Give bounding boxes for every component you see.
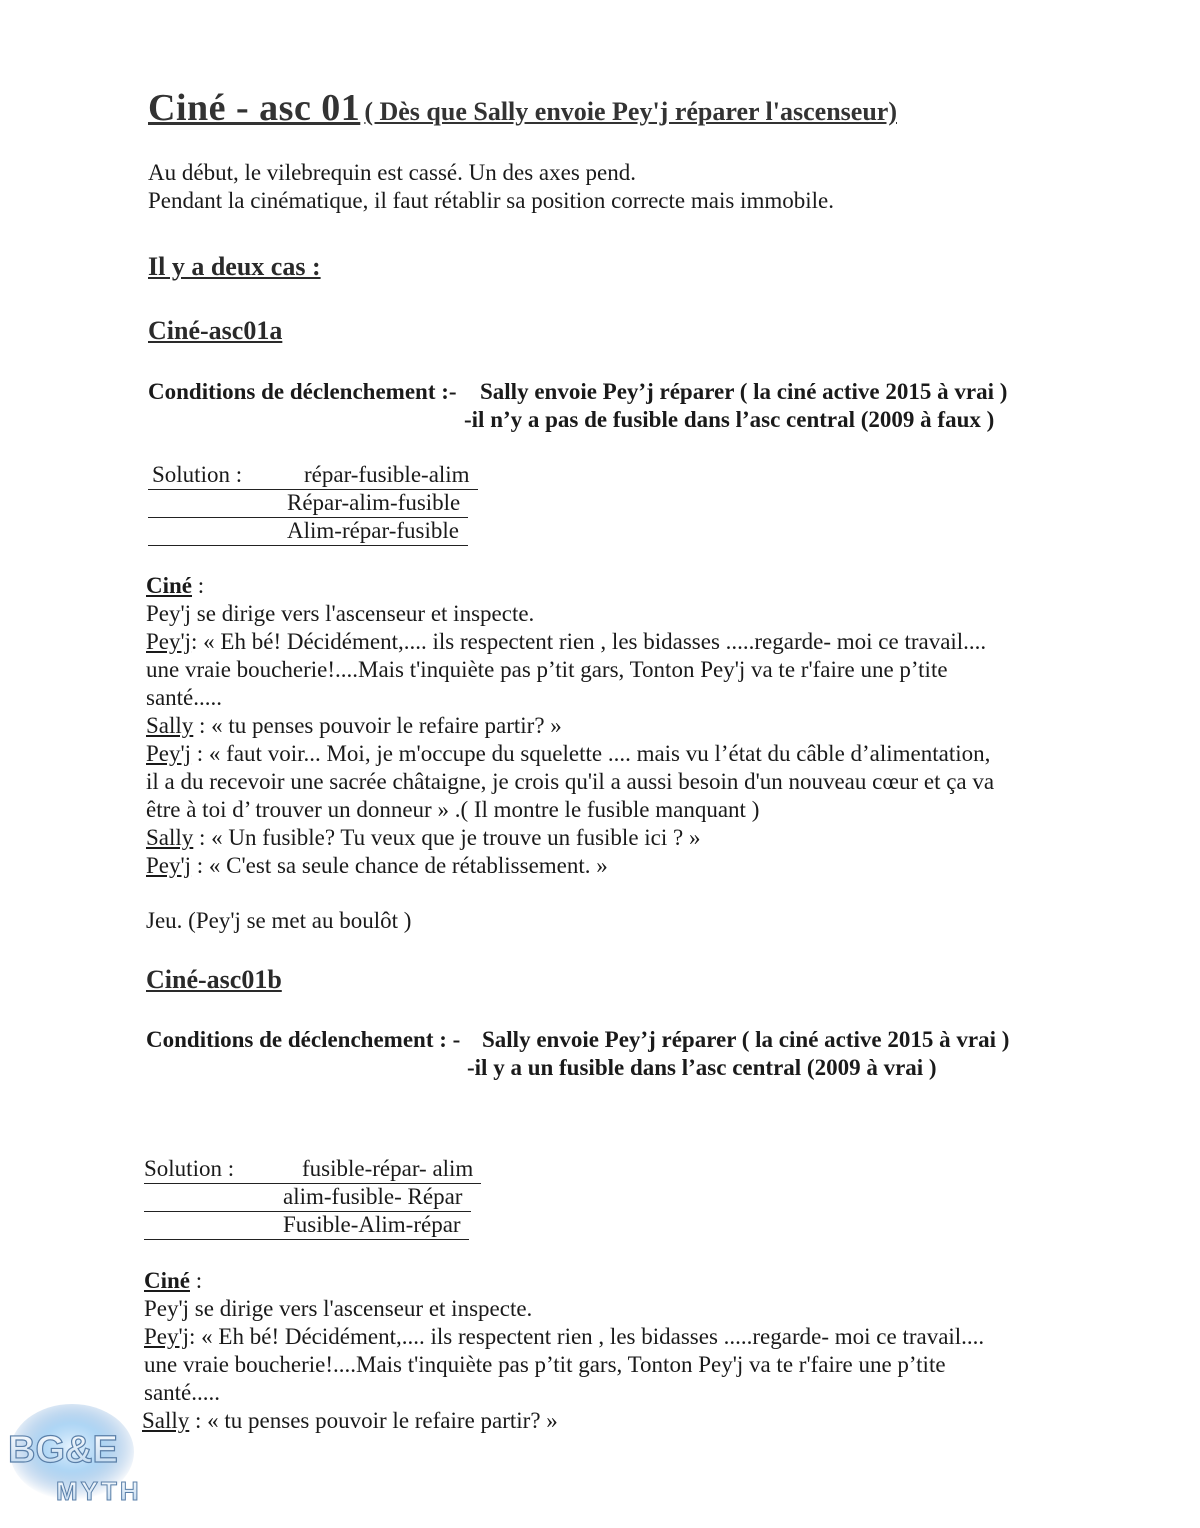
case-a-heading: Ciné-asc01a <box>148 316 283 345</box>
case-a-solution-1: répar-fusible-alim <box>304 462 470 487</box>
case-a-dialogue-line <box>146 685 222 711</box>
case-b-solution-underline-1 <box>144 1183 481 1184</box>
case-b-solution-2: alim-fusible- Répar <box>283 1184 463 1209</box>
logo-text-line1: BG&E <box>8 1429 118 1471</box>
cases-heading: Il y a deux cas : <box>148 252 321 281</box>
dialogue-speaker: Sally <box>146 713 194 738</box>
intro-line-1: Au début, le vilebrequin est cassé. Un des axes pend. <box>148 160 636 185</box>
case-a-solution-label: Solution : <box>152 462 243 487</box>
case-a-dialogue-line <box>146 601 534 627</box>
case-a-condition-1: Sally envoie Pey’j réparer ( la ciné active 2015 à vrai ) <box>480 379 1008 404</box>
case-b-heading: Ciné-asc01b <box>146 965 282 994</box>
case-a-dialogue-line <box>146 853 608 879</box>
title-subtitle: ( Dès que Sally envoie Pey'j réparer l'ascenseur) <box>364 97 897 126</box>
case-a-cine-label: Ciné <box>146 573 192 598</box>
dialogue-text: : « tu penses pouvoir le refaire partir? » <box>189 1408 558 1433</box>
case-b-condition-2: -il y a un fusible dans l’asc central (2009 à vrai ) <box>467 1055 937 1080</box>
dialogue-text: santé..... <box>144 1380 221 1405</box>
case-a-dialogue-line <box>146 629 986 655</box>
dialogue-speaker: Pey'j <box>146 741 192 766</box>
case-b-conditions-label: Conditions de déclenchement : - <box>146 1027 461 1052</box>
dialogue-speaker: Pey'j <box>144 1324 190 1349</box>
case-b-cine-label: Ciné <box>144 1268 190 1293</box>
dialogue-text: il a du recevoir une sacrée châtaigne, je crois qu'il a aussi besoin d'un nouveau cœur et ça va <box>146 769 995 794</box>
dialogue-text: : « Eh bé! Décidément,.... ils respectent rien , les bidasses .....regarde- moi ce travail.... <box>189 1324 985 1349</box>
case-a-conditions-label: Conditions de déclenchement :- <box>148 379 457 404</box>
case-a-solution-2: Répar-alim-fusible <box>287 490 461 515</box>
dialogue-speaker: Pey'j <box>146 629 192 654</box>
case-a-dialogue-line <box>146 797 759 823</box>
case-a-cine-colon: : <box>192 573 205 598</box>
case-b-dialogue-line <box>144 1352 946 1378</box>
case-a-cine-heading <box>146 573 204 599</box>
dialogue-text: une vraie boucherie!....Mais t'inquiète pas p’tit gars, Tonton Pey'j va te r'faire une p’tite <box>144 1352 946 1377</box>
case-b-solution-label: Solution : <box>144 1156 235 1181</box>
case-b-dialogue-line <box>142 1408 558 1434</box>
case-a-solution-underline-1 <box>148 489 478 490</box>
dialogue-speaker: Sally <box>142 1408 190 1433</box>
case-b-solution-1: fusible-répar- alim <box>302 1156 474 1181</box>
case-b-dialogue-line <box>144 1296 532 1322</box>
case-b-solution-underline-3 <box>144 1239 469 1240</box>
dialogue-text: être à toi d’ trouver un donneur » .( Il montre le fusible manquant ) <box>146 797 760 822</box>
case-a-game-line: Jeu. (Pey'j se met au boulôt ) <box>146 908 412 933</box>
dialogue-text: Pey'j se dirige vers l'ascenseur et inspecte. <box>146 601 535 626</box>
dialogue-text: Pey'j se dirige vers l'ascenseur et inspecte. <box>144 1296 533 1321</box>
dialogue-text: : « faut voir... Moi, je m'occupe du squelette .... mais vu l’état du câble d’alimentation, <box>191 741 991 766</box>
intro-line-2: Pendant la cinématique, il faut rétablir sa position correcte mais immobile. <box>148 188 834 213</box>
case-b-cine-heading <box>144 1268 202 1294</box>
case-b-condition-1: Sally envoie Pey’j réparer ( la ciné active 2015 à vrai ) <box>482 1027 1010 1052</box>
case-b-dialogue-line <box>144 1324 984 1350</box>
case-a-dialogue-line <box>146 769 994 795</box>
bge-myth-logo <box>2 1402 162 1514</box>
dialogue-text: santé..... <box>146 685 223 710</box>
case-a-solution-underline-2 <box>148 517 468 518</box>
case-a-condition-2: -il n’y a pas de fusible dans l’asc central (2009 à faux ) <box>464 407 995 432</box>
logo-text-line2: MYTH <box>56 1476 142 1506</box>
case-b-cine-colon: : <box>190 1268 203 1293</box>
case-a-dialogue-line <box>146 657 948 683</box>
case-a-dialogue-line <box>146 741 990 767</box>
dialogue-text: : « tu penses pouvoir le refaire partir? » <box>193 713 562 738</box>
dialogue-speaker: Pey'j <box>146 853 192 878</box>
case-a-solution-underline-3 <box>148 545 468 546</box>
case-b-solution-3: Fusible-Alim-répar <box>283 1212 461 1237</box>
dialogue-text: : « Un fusible? Tu veux que je trouve un fusible ici ? » <box>193 825 701 850</box>
case-a-dialogue-line <box>146 825 700 851</box>
case-b-solution-underline-2 <box>144 1211 471 1212</box>
dialogue-text: une vraie boucherie!....Mais t'inquiète pas p’tit gars, Tonton Pey'j va te r'faire une p’tite <box>146 657 948 682</box>
case-a-dialogue-line <box>146 713 562 739</box>
dialogue-speaker: Sally <box>146 825 194 850</box>
dialogue-text: : « C'est sa seule chance de rétablissement. » <box>191 853 608 878</box>
case-a-solution-3: Alim-répar-fusible <box>287 518 459 543</box>
dialogue-text: : « Eh bé! Décidément,.... ils respectent rien , les bidasses .....regarde- moi ce travail.... <box>191 629 987 654</box>
title-main: Ciné - asc 01 <box>148 87 361 129</box>
document-title <box>148 86 897 130</box>
